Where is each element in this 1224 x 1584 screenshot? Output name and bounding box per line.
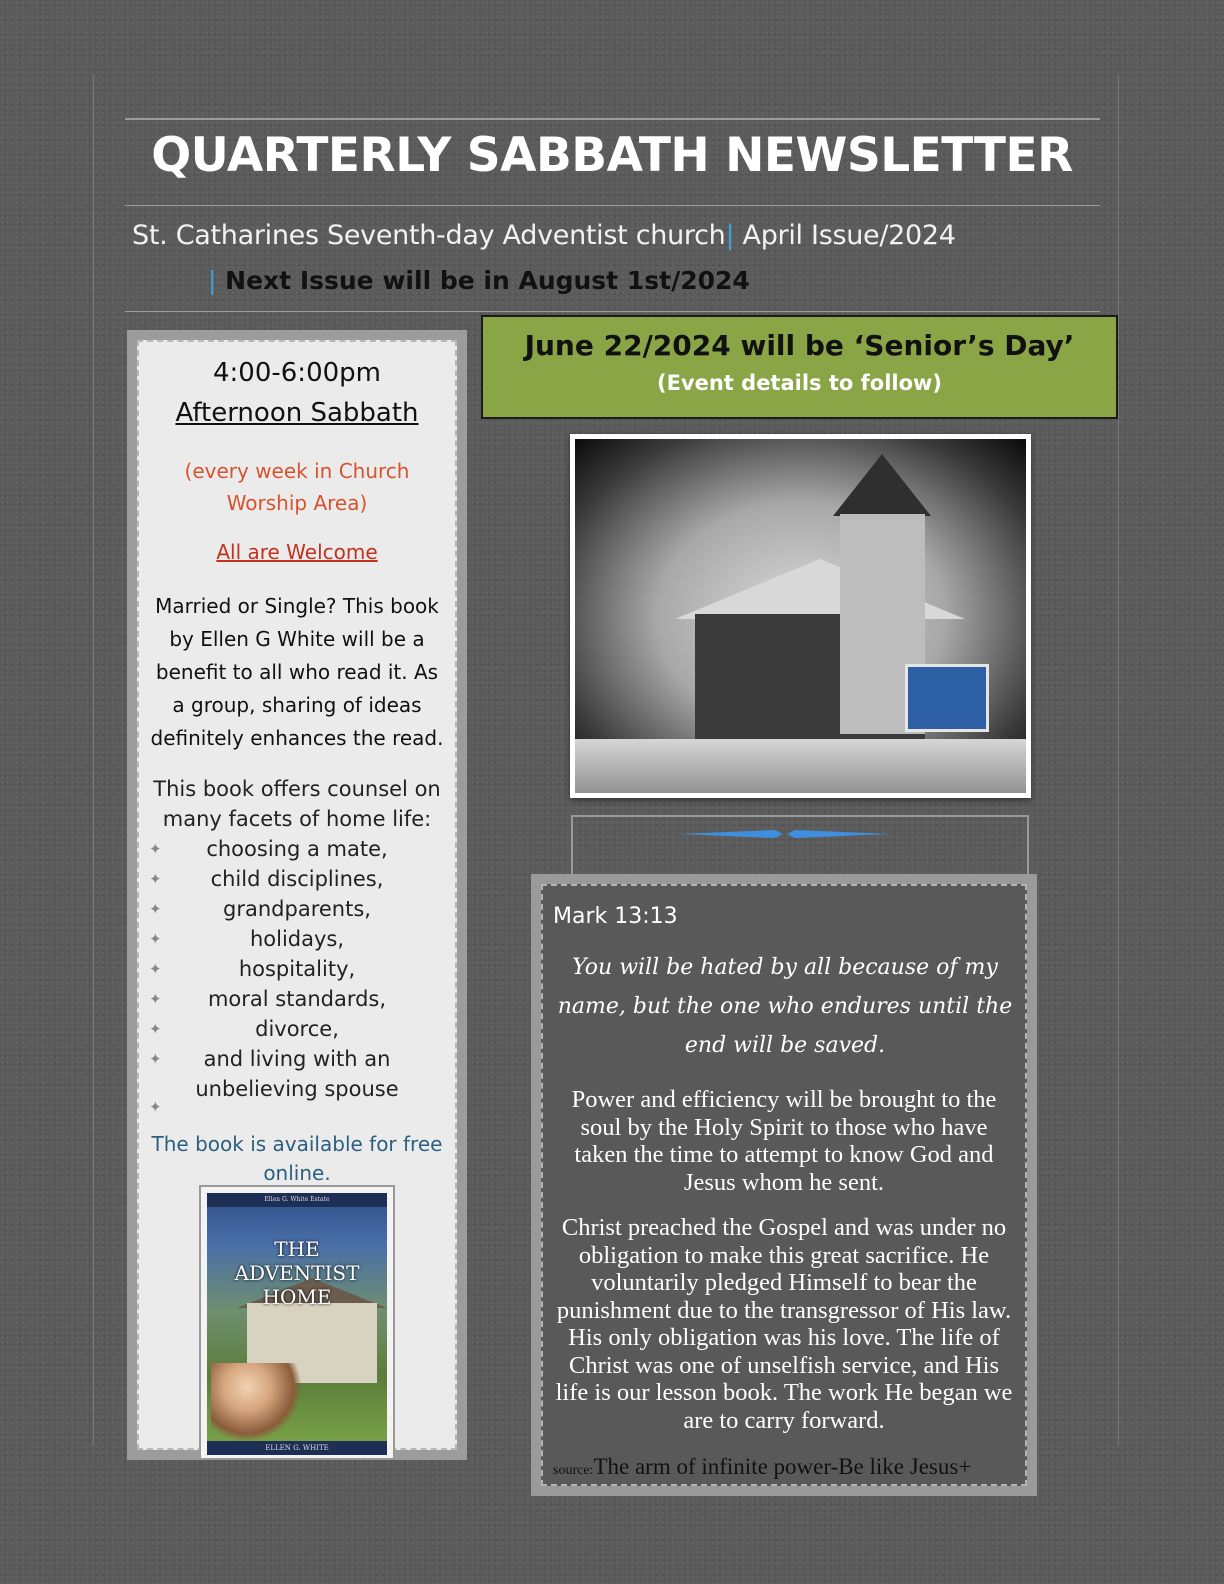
event-location-note: (every week in Church Worship Area) [184, 459, 410, 515]
four-point-star-icon: ✦ [149, 1050, 162, 1068]
reflection-paragraph-2: Christ preached the Gospel and was under no obligation to make this great sacrifice. He voluntarily pledged Himself to bear the punishment due to the transgressor of His law. His only obligation was his love. The life of Christ was one of unselfish service, and His life is our lesson book. The work He began we are to carry forward. [555, 1214, 1013, 1434]
list-item: ✦ choosing a mate, [137, 834, 457, 864]
verse-text: You will be hated by all because of my name, but the one who endures until the end will be saved. [557, 955, 1013, 1058]
home-life-topics-list [137, 834, 457, 1104]
snow-ground-shape [575, 739, 1026, 793]
book-cover [207, 1193, 387, 1455]
reflection-paragraph-1: Power and efficiency will be brought to the soul by the Holy Spirit to those who have taken the time to attempt to know God and Jesus whom he sent. [571, 1086, 997, 1196]
four-point-star-icon: ✦ [149, 960, 162, 978]
afternoon-sabbath-panel [127, 330, 467, 1460]
four-point-star-icon: ✦ [149, 1020, 162, 1038]
four-point-star-icon: ✦ [149, 870, 162, 888]
church-name: St. Catharines Seventh-day Adventist church [132, 220, 726, 251]
four-point-star-icon: ✦ [149, 1098, 162, 1116]
book-title-line: ADVENTIST [234, 1261, 360, 1285]
family-figure [211, 1363, 301, 1443]
book-title-line: THE [274, 1237, 320, 1261]
church-issue-line [132, 220, 956, 251]
availability-note: The book is available for free online. [151, 1132, 443, 1185]
list-item: ✦ divorce, [137, 1014, 457, 1044]
list-item: ✦ grandparents, [137, 894, 457, 924]
separator: | [725, 220, 735, 251]
four-point-star-icon: ✦ [149, 840, 162, 858]
banner-title: June 22/2024 will be ‘Senior’s Day’ [524, 329, 1075, 362]
four-point-star-icon: ✦ [149, 990, 162, 1008]
header-bottom-rule [125, 311, 1100, 312]
next-issue: Next Issue will be in August 1st/2024 [225, 266, 750, 295]
verse-reference: Mark 13:13 [553, 904, 678, 929]
header-mid-rule [125, 205, 1100, 206]
seniors-day-banner [481, 315, 1118, 419]
church-sign-shape [905, 664, 989, 732]
page-left-rule [93, 75, 94, 1445]
book-title-line: HOME [262, 1285, 332, 1309]
four-point-star-icon: ✦ [149, 900, 162, 918]
event-time: 4:00-6:00pm [213, 358, 381, 388]
ornament-divider-icon [680, 826, 890, 842]
list-item: ✦ moral standards, [137, 984, 457, 1014]
list-item: ✦ hospitality, [137, 954, 457, 984]
source-line [553, 1454, 971, 1480]
separator: | [208, 266, 217, 295]
issue-label: April Issue/2024 [734, 220, 956, 251]
book-offers-heading: This book offers counsel on many facets of home life: [153, 777, 441, 831]
church-photo-image [575, 439, 1026, 793]
banner-subtitle: (Event details to follow) [656, 371, 943, 395]
source-label: source: [553, 1463, 594, 1478]
book-publisher: Ellen G. White Estate [207, 1193, 387, 1207]
event-title: Afternoon Sabbath [175, 398, 419, 428]
next-issue-line [208, 266, 750, 295]
book-intro-paragraph: Married or Single? This book by Ellen G White will be a benefit to all who read it. As a group, sharing of ideas definitely enhances the read. [150, 594, 444, 750]
church-spire-shape [833, 454, 931, 516]
header-top-rule [125, 118, 1100, 120]
four-point-star-icon: ✦ [149, 930, 162, 948]
newsletter-title: QUARTERLY SABBATH NEWSLETTER [151, 128, 1073, 183]
list-item: ✦ and living with an unbelieving spouse [137, 1044, 457, 1104]
book-cover-image [199, 1185, 395, 1460]
page-right-rule [1118, 75, 1119, 1445]
church-photo [570, 434, 1031, 798]
divider-box [571, 815, 1029, 875]
welcome-text: All are Welcome [216, 540, 378, 564]
list-item: ✦ holidays, [137, 924, 457, 954]
source-text: The arm of infinite power-Be like Jesus+ [593, 1454, 972, 1479]
book-author: ELLEN G. WHITE [207, 1441, 387, 1455]
book-title [207, 1237, 387, 1309]
scripture-panel [531, 874, 1037, 1496]
list-item: ✦ child disciplines, [137, 864, 457, 894]
